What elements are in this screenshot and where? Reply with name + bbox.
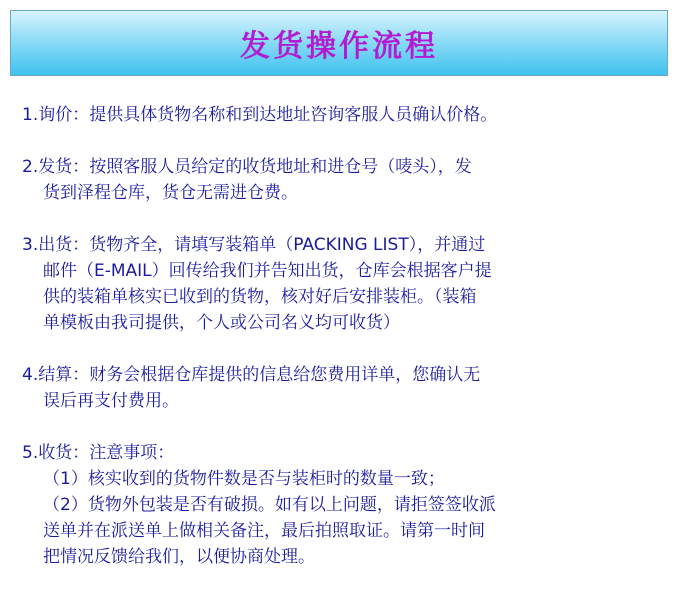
step-line: （1）核实收到的货物件数是否与装柜时的数量一致； [43, 469, 445, 489]
page-title: 发货操作流程 [240, 29, 438, 64]
step-line: 把情况反馈给我们，以便协商处理。 [43, 547, 315, 567]
step-receiving [22, 440, 670, 570]
step-shipping [22, 154, 670, 206]
step-line: 误后再支付费用。 [43, 391, 179, 411]
step-line: 货到泽程仓库，货仓无需进仓费。 [43, 183, 298, 203]
step-line: 3.出货：货物齐全，请填写装箱单（PACKING LIST），并通过 [22, 235, 486, 255]
step-dispatch [22, 232, 670, 336]
process-steps [22, 102, 670, 570]
step-line: 邮件（E-MAIL）回传给我们并告知出货，仓库会根据客户提 [43, 261, 492, 281]
step-line: 5.收货：注意事项： [22, 443, 175, 463]
step-line: 供的装箱单核实已收到的货物，核对好后安排装柜。（装箱 [43, 287, 477, 307]
step-line: 4.结算：财务会根据仓库提供的信息给您费用详单，您确认无 [22, 365, 481, 385]
step-line: 单模板由我司提供，个人或公司名义均可收货） [43, 313, 400, 333]
step-line: 2.发货：按照客服人员给定的收货地址和进仓号（唛头），发 [22, 157, 472, 177]
step-inquiry [22, 102, 670, 128]
step-line: （2）货物外包装是否有破损。如有以上问题，请拒签签收派 [43, 495, 496, 515]
title-banner [10, 10, 668, 76]
step-line: 送单并在派送单上做相关备注，最后拍照取证。请第一时间 [43, 521, 485, 541]
step-settlement [22, 362, 670, 414]
step-line: 1.询价：提供具体货物名称和到达地址咨询客服人员确认价格。 [22, 105, 498, 125]
